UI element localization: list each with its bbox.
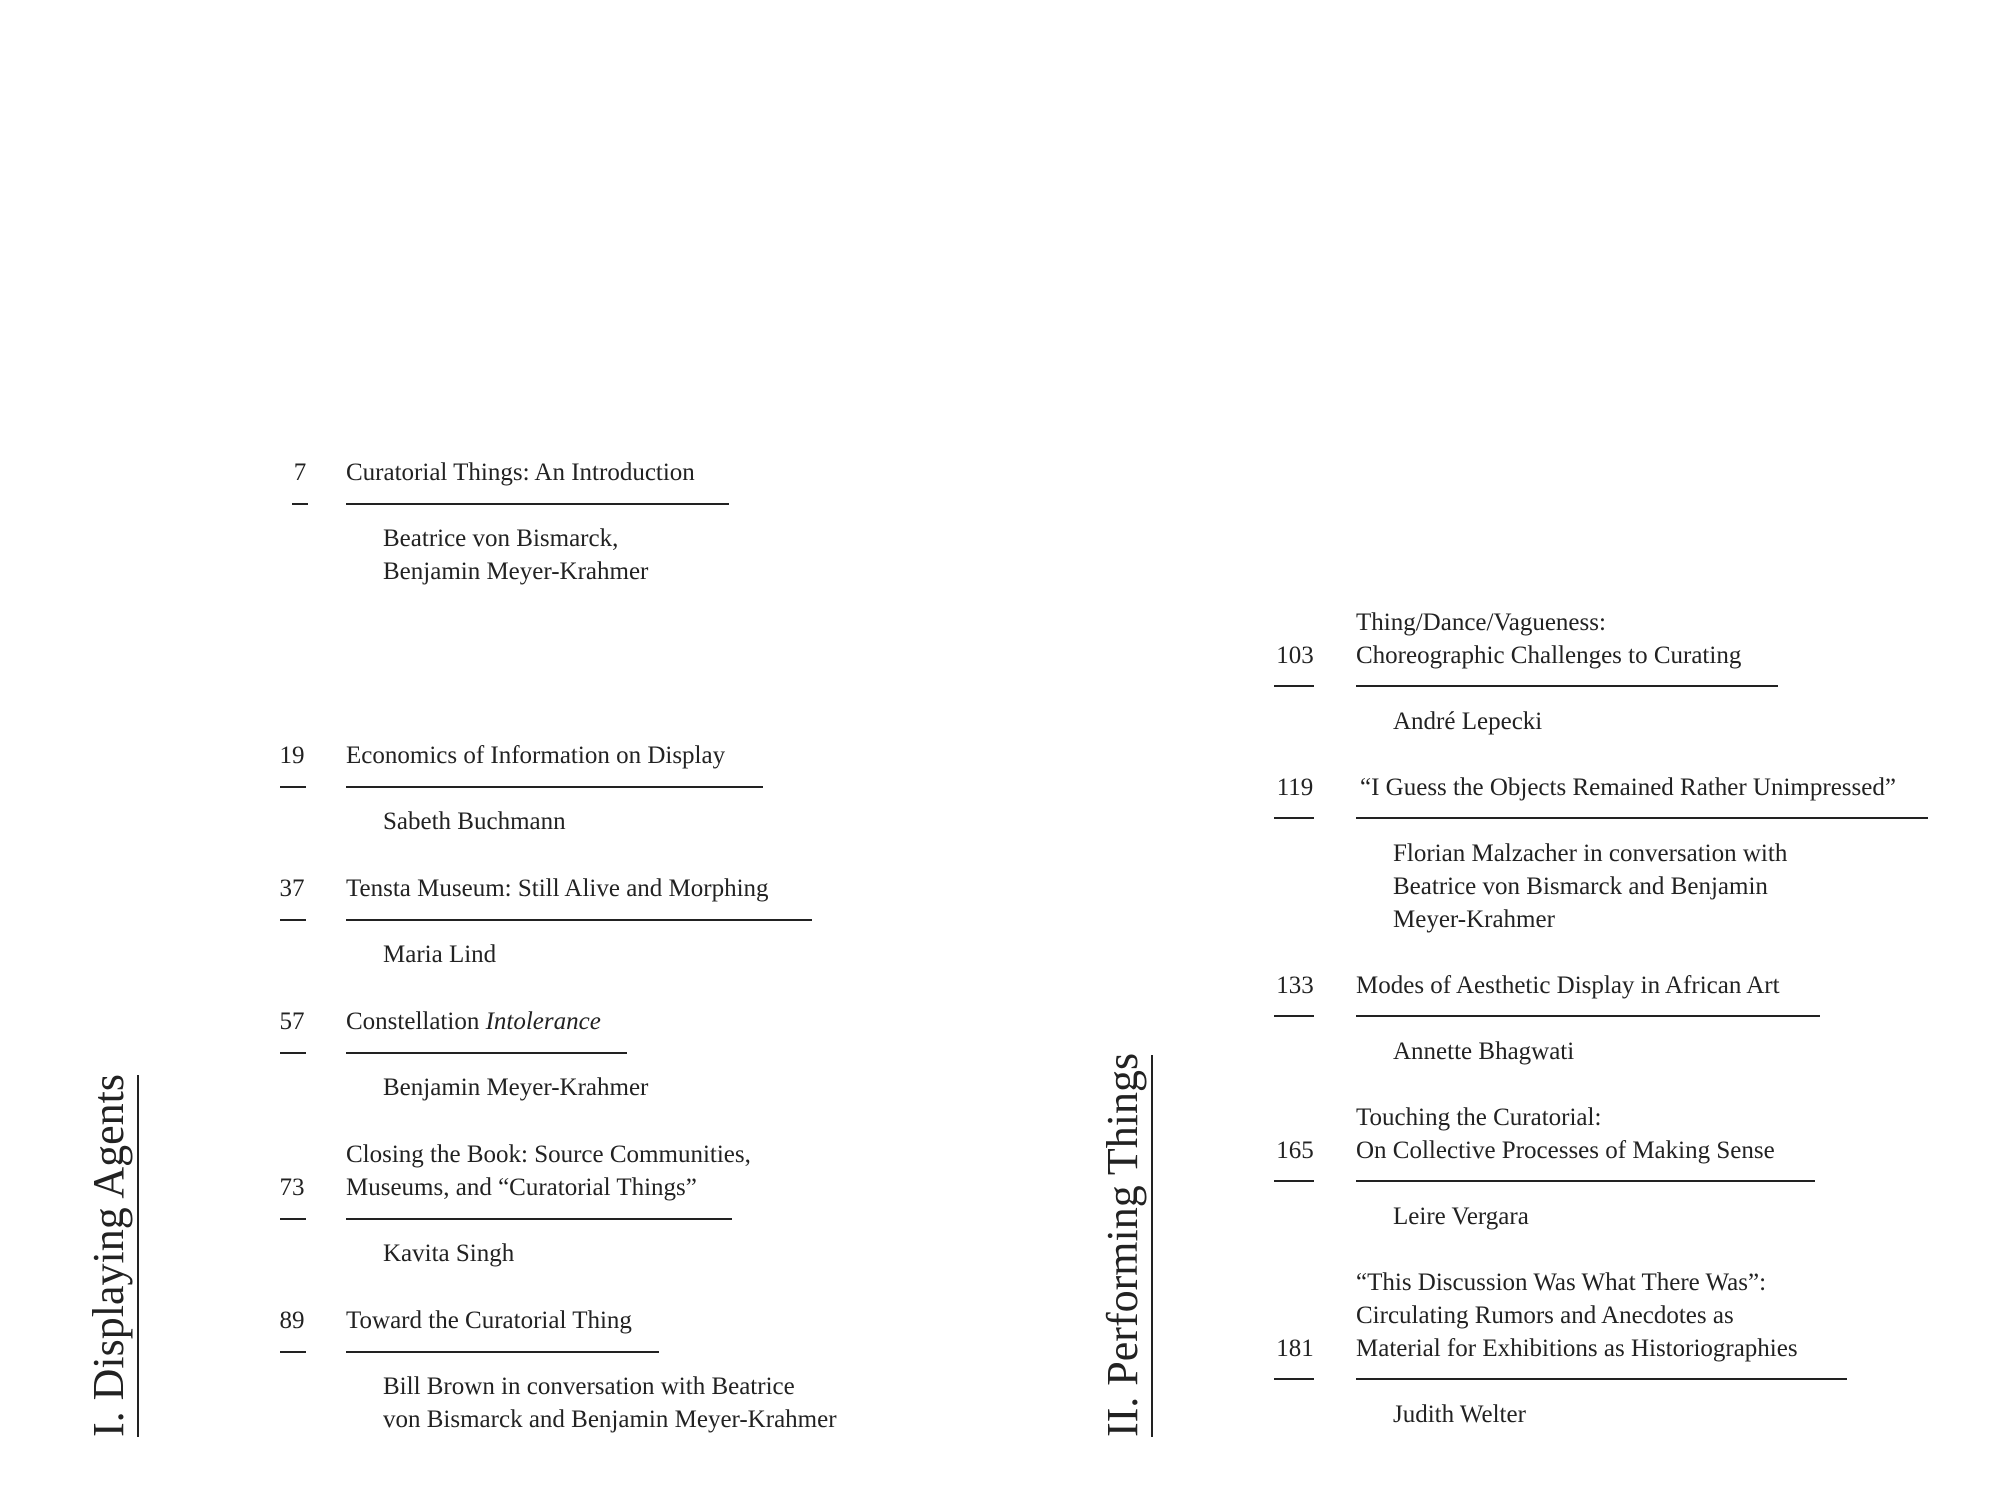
author-line: Maria Lind	[383, 941, 497, 968]
entry-title-line: Thing/Dance/Vagueness:	[1356, 609, 1606, 636]
page-number: 19	[279, 742, 305, 769]
page-number-dash	[1274, 817, 1314, 819]
entry-title[interactable]	[1356, 969, 1780, 1002]
author-line: André Lepecki	[1393, 708, 1543, 735]
page-number-dash	[280, 1052, 306, 1054]
entry-authors	[383, 1370, 837, 1436]
title-rule	[1356, 685, 1778, 687]
page-number-dash	[280, 919, 306, 921]
page-number: 103	[1276, 642, 1314, 669]
title-rule	[346, 503, 729, 505]
entry-title[interactable]	[346, 456, 695, 489]
entry-title-line: Economics of Information on Display	[346, 742, 726, 769]
entry-title-line	[346, 1005, 601, 1038]
entry-title[interactable]	[346, 872, 769, 905]
entry-title-line: Tensta Museum: Still Alive and Morphing	[346, 875, 769, 902]
entry-title[interactable]	[346, 739, 725, 772]
title-rule	[1356, 1015, 1820, 1017]
author-line: Judith Welter	[1393, 1401, 1526, 1428]
entry-authors	[1393, 837, 1787, 936]
page-number: 89	[279, 1307, 305, 1334]
entry-title-line: Curatorial Things: An Introduction	[346, 459, 695, 486]
page-number: 37	[279, 875, 305, 902]
title-rule	[346, 919, 812, 921]
page-number: 7	[293, 459, 307, 486]
entry-title-line: “I Guess the Objects Remained Rather Unimpressed”	[1360, 774, 1896, 801]
page-number-dash	[1274, 685, 1314, 687]
author-line: Beatrice von Bismarck and Benjamin	[1393, 873, 1768, 900]
entry-title[interactable]	[346, 1005, 601, 1038]
entry-title[interactable]	[1356, 1266, 1798, 1365]
entry-title-line: Circulating Rumors and Anecdotes as	[1356, 1302, 1734, 1329]
entry-title[interactable]	[1356, 1101, 1775, 1167]
page-number: 165	[1276, 1137, 1314, 1164]
author-line: Benjamin Meyer-Krahmer	[383, 558, 649, 585]
page-number: 181	[1276, 1335, 1314, 1362]
page-number: 133	[1276, 972, 1314, 999]
title-rule	[346, 1218, 732, 1220]
section-rule-performing-things	[1151, 1055, 1153, 1437]
entry-authors	[1393, 705, 1542, 738]
entry-authors	[1393, 1200, 1529, 1233]
entry-title-line: Material for Exhibitions as Historiographies	[1356, 1335, 1798, 1362]
title-rule	[346, 1052, 627, 1054]
page-number-dash	[1274, 1015, 1314, 1017]
entry-title-plain: Constellation	[346, 1008, 486, 1035]
page-number: 73	[279, 1174, 305, 1201]
entry-authors	[383, 1237, 514, 1270]
entry-title[interactable]	[1360, 771, 1896, 804]
entry-authors	[1393, 1035, 1574, 1068]
entry-title-italic: Intolerance	[485, 1008, 601, 1035]
page-number-dash	[280, 1218, 306, 1220]
page-number-dash	[292, 503, 308, 505]
page-number-dash	[280, 1351, 306, 1353]
entry-title-line: Toward the Curatorial Thing	[346, 1307, 632, 1334]
entry-title-line: Modes of Aesthetic Display in African Art	[1356, 972, 1780, 999]
author-line: Sabeth Buchmann	[383, 808, 566, 835]
page-number-dash	[280, 786, 306, 788]
entry-title[interactable]	[1356, 606, 1741, 672]
entry-title-line: Closing the Book: Source Communities,	[346, 1141, 751, 1168]
page-number-dash	[1274, 1180, 1314, 1182]
section-label-performing-things: II. Performing Things	[1098, 1052, 1147, 1437]
page-number-dash	[1274, 1378, 1314, 1380]
author-line: Florian Malzacher in conversation with	[1393, 840, 1788, 867]
entry-authors	[383, 522, 648, 588]
author-line: Annette Bhagwati	[1393, 1038, 1575, 1065]
section-label-displaying-agents: I. Displaying Agents	[84, 1074, 133, 1437]
author-line: Benjamin Meyer-Krahmer	[383, 1074, 649, 1101]
entry-title-line: Museums, and “Curatorial Things”	[346, 1174, 697, 1201]
author-line: Beatrice von Bismarck,	[383, 525, 619, 552]
page-number: 119	[1276, 774, 1314, 801]
entry-title[interactable]	[346, 1304, 632, 1337]
section-rule-displaying-agents	[137, 1075, 139, 1437]
title-rule	[1356, 1378, 1847, 1380]
entry-title-line: On Collective Processes of Making Sense	[1356, 1137, 1775, 1164]
entry-authors	[383, 805, 566, 838]
entry-title[interactable]	[346, 1138, 751, 1204]
entry-title-line: Touching the Curatorial:	[1356, 1104, 1602, 1131]
entry-authors	[383, 1071, 648, 1104]
entry-authors	[1393, 1398, 1526, 1431]
title-rule	[346, 1351, 659, 1353]
page-number: 57	[279, 1008, 305, 1035]
author-line: Bill Brown in conversation with Beatrice	[383, 1373, 795, 1400]
author-line: von Bismarck and Benjamin Meyer-Krahmer	[383, 1406, 837, 1433]
entry-authors	[383, 938, 496, 971]
title-rule	[1356, 1180, 1815, 1182]
title-rule	[346, 786, 763, 788]
title-rule	[1356, 817, 1928, 819]
entry-title-line: “This Discussion Was What There Was”:	[1356, 1269, 1767, 1296]
author-line: Meyer-Krahmer	[1393, 906, 1555, 933]
author-line: Kavita Singh	[383, 1240, 515, 1267]
entry-title-line: Choreographic Challenges to Curating	[1356, 642, 1742, 669]
author-line: Leire Vergara	[1393, 1203, 1529, 1230]
